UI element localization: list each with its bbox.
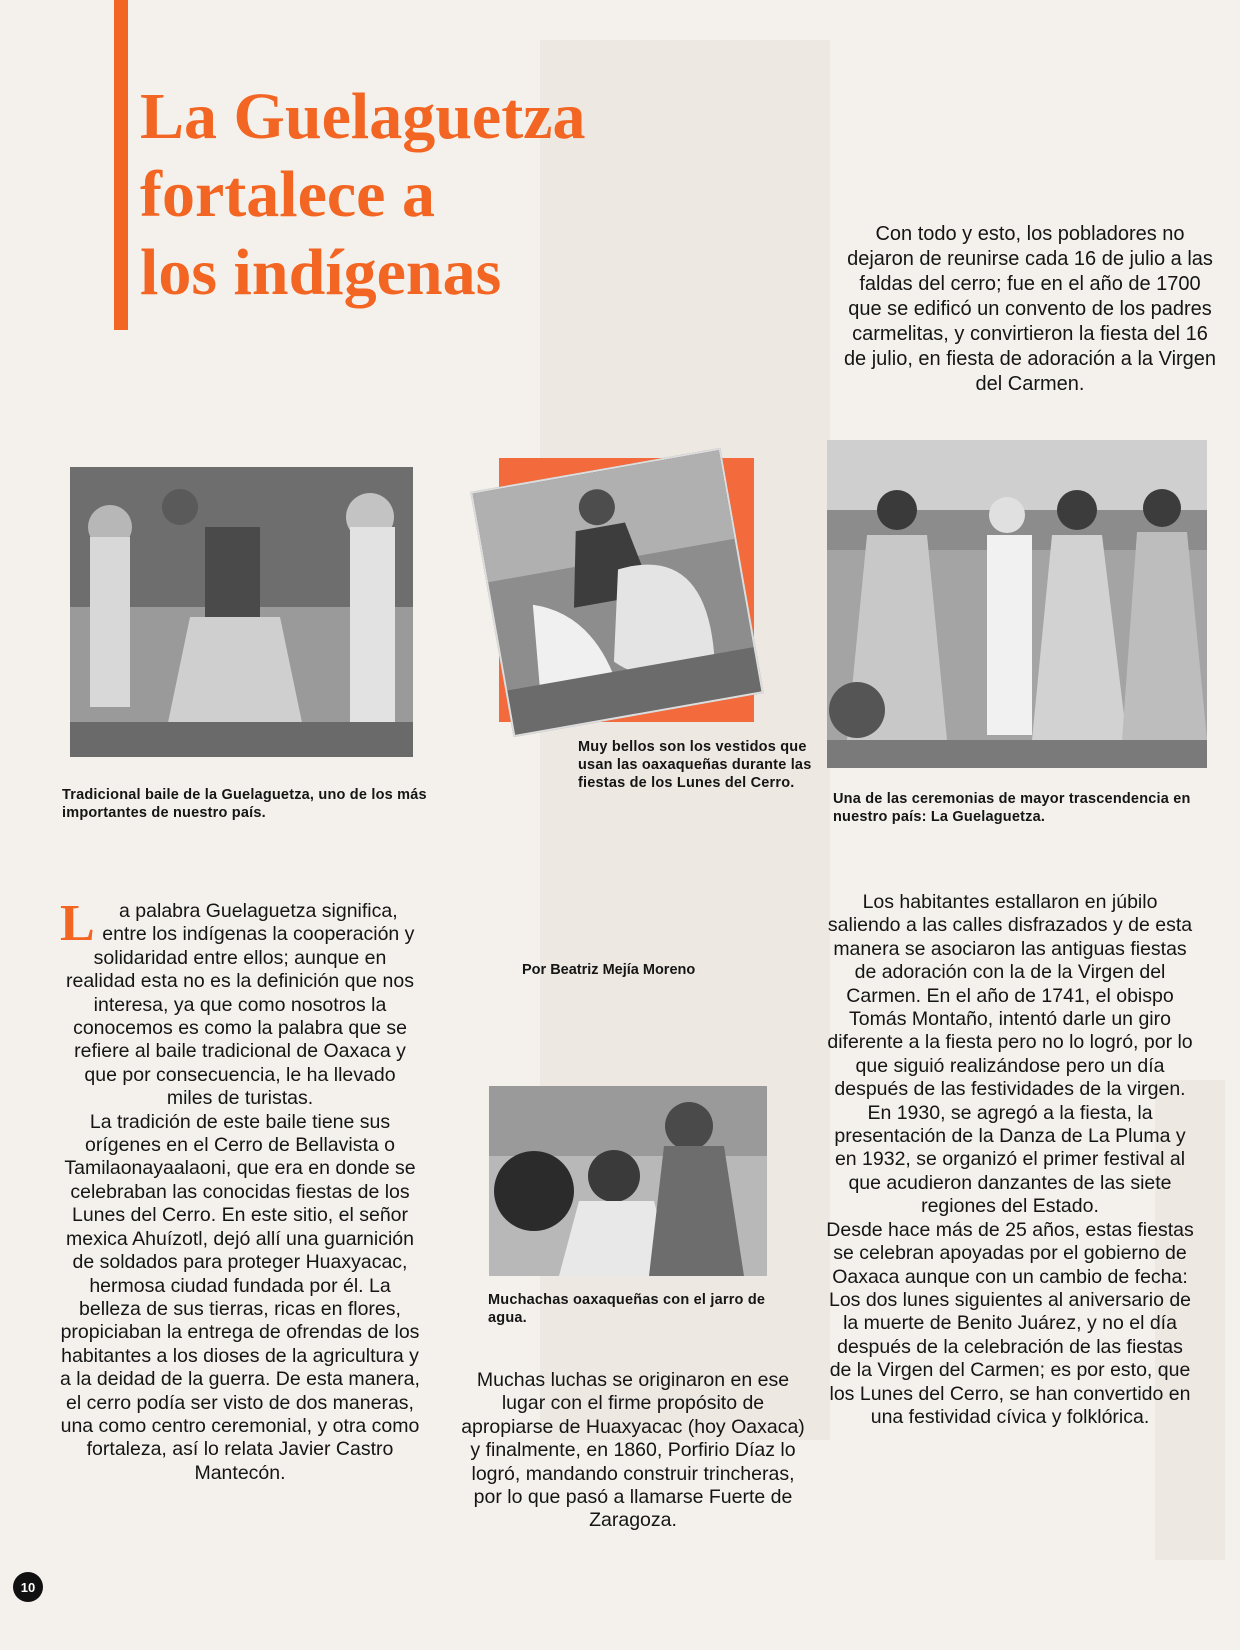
left-paragraph-1 [60, 895, 420, 1111]
right-paragraph-1: Los habitantes estallaron en júbilo saliendo a las calles disfrazados y de esta manera se asociaron las antiguas fiestas de adoración con la de la Virgen del Carmen. En el año de 1741, el obispo Tomás Montaño, intentó darle un giro diferente a la fiesta pero no lo logró, por lo que siguió realizándose pero un día después de las festividades de la virgen. En 1930, se agregó a la fiesta, la presentación de la Danza de La Pluma y en 1932, se organizó el primer festival al que acudieron danzantes de las siete regiones del Estado. [827, 891, 1193, 1218]
left-column [60, 895, 420, 1485]
photo-dance-image [70, 467, 413, 757]
left-paragraph-2: La tradición de este baile tiene sus orígenes en el Cerro de Bellavista o Tamilaonayaalaoni, que era en donde se celebraban las conocidas fiestas de los Lunes del Cerro. En este sitio, el señor mexica Ahuízotl, dejó allí una guarnición de soldados para proteger Huaxyacac, hermosa ciudad fundada por él. La belleza de sus tierras, ricas en flores, propiciaban la entrega de ofrendas de los habitantes a los dioses de la agricultura y a la deidad de la guerra. De esta manera, el cerro podía ser visto de dos maneras, una como centro ceremonial, y otra como fortaleza, así lo relata Javier Castro Mantecón. [60, 1110, 420, 1484]
article-title [140, 78, 585, 312]
middle-column [456, 1369, 810, 1533]
photo-muchachas-image [489, 1086, 767, 1276]
caption-dance: Tradicional baile de la Guelaguetza, uno de los más importantes de nuestro país. [62, 787, 427, 821]
intro-paragraph [840, 222, 1220, 397]
byline: Por Beatriz Mejía Moreno [522, 962, 696, 978]
photo-ceremonia [827, 440, 1207, 768]
right-paragraph-2: Desde hace más de 25 años, estas fiestas se celebran apoyadas por el gobierno de Oaxaca aunque con un cambio de fecha: Los dos lunes siguientes al aniversario de la muerte de Benito Juárez, y no el día después de la celebración de las fiestas de la Virgen del Carmen; es por esto, que los Lunes del Cerro, se han convertido en una festividad cívica y folklórica. [826, 1218, 1194, 1428]
title-line: fortalece a [140, 158, 435, 231]
drop-cap: L [60, 895, 95, 952]
page-number: 10 [13, 1572, 43, 1602]
title-accent-bar [114, 0, 128, 330]
caption-ceremonia: Una de las ceremonias de mayor trascendencia en nuestro país: La Guelaguetza. [833, 791, 1191, 825]
intro-text: Con todo y esto, los pobladores no dejaron de reunirse cada 16 de julio a las faldas del cerro; fue en el año de 1700 que se edificó un convento de los padres carmelitas, y convirtieron la fiesta del 16 de julio, en fiesta de adoración a la Virgen del Carmen. [843, 223, 1217, 395]
photo-traditional-dance [70, 467, 413, 757]
caption-vestidos: Muy bellos son los vestidos que usan las oaxaqueñas durante las fiestas de los Lunes del Cerro. [578, 739, 812, 791]
title-line: La Guelaguetza [140, 80, 586, 153]
title-line: los indígenas [140, 236, 502, 309]
caption-muchachas: Muchachas oaxaqueñas con el jarro de agua. [488, 1292, 766, 1326]
photo-ceremonia-image [827, 440, 1207, 768]
left-paragraph-1-text: a palabra Guelaguetza significa, entre los indígenas la cooperación y solidaridad entre ellos; aunque en realidad esta no es la definición que nos interesa, ya que como nosotros la conocemos es como la palabra que se refiere al baile tradicional de Oaxaca y que por consecuencia, le ha llevado miles de turistas. [66, 900, 415, 1110]
photo-vestidos-image [473, 450, 762, 735]
right-column [825, 891, 1195, 1429]
middle-paragraph-1: Muchas luchas se originaron en ese lugar con el firme propósito de apropiarse de Huaxyacac (hoy Oaxaca) y finalmente, en 1860, Porfirio Díaz lo logró, mandando construir trincheras, por lo que pasó a llamarse Fuerte de Zaragoza. [461, 1369, 805, 1532]
photo-vestidos [470, 448, 763, 737]
photo-muchachas [489, 1086, 767, 1276]
